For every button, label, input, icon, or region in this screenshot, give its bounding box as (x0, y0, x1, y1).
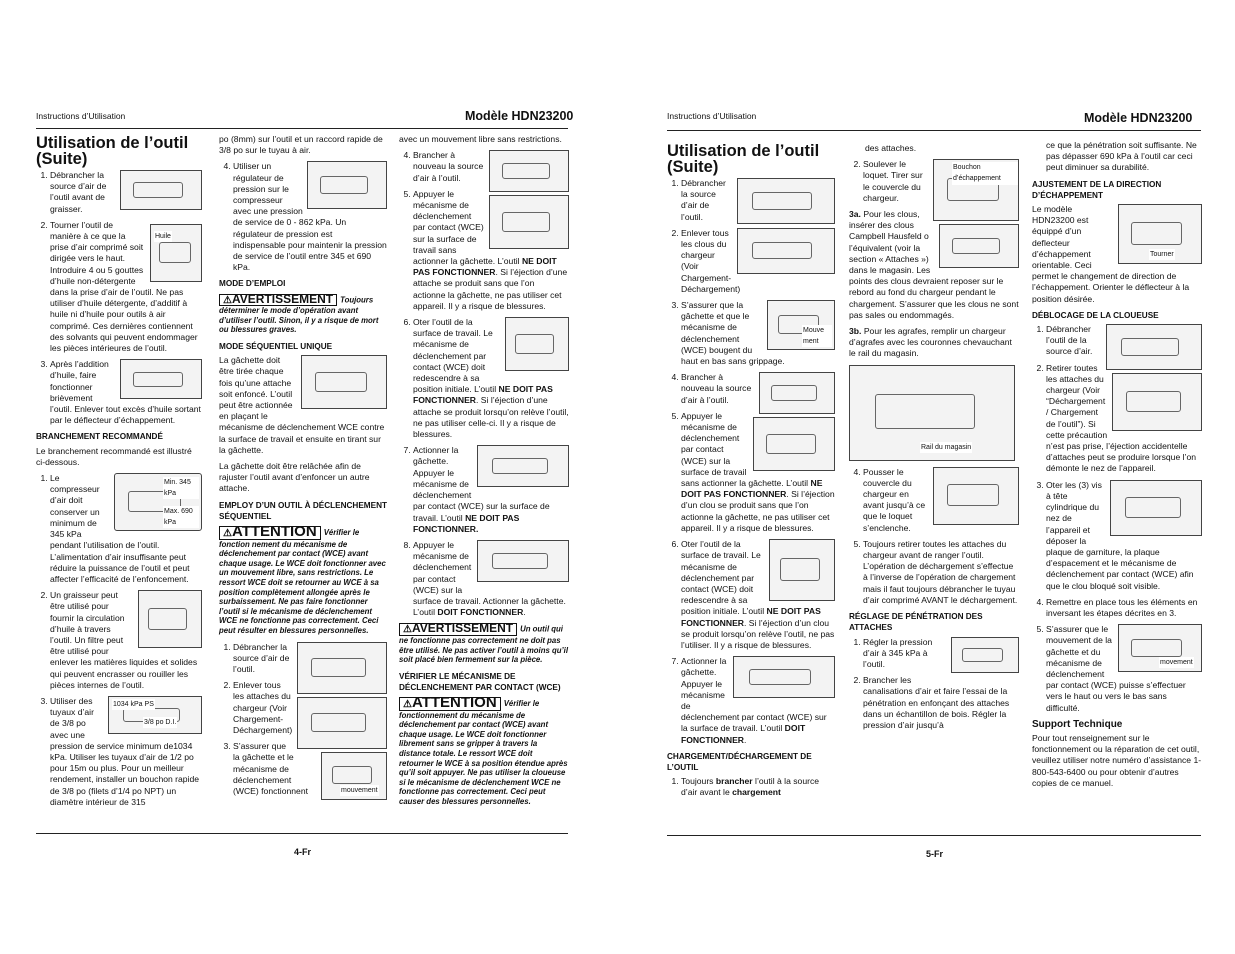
support-paragraph: Pour tout renseignement sur le fonctionnement ou la réparation de cet outil, veuillez utiliser notre numéro d’assistance 1-800-543-6400 ou pour obtenir d’autres copies de ce manuel. (1032, 732, 1202, 788)
step-text: Débrancher la source d’air de l’outil avant de graisser. (50, 170, 107, 214)
hose-illustration (108, 696, 202, 734)
step-text: . Si l’éjection d’un clou se produit lorsqu’on relève l’outil, ne pas l’utiliser. Il y a risque de blessures. (681, 617, 835, 650)
list-item (413, 540, 569, 618)
model-title: Modèle HDN23200 (1084, 111, 1193, 125)
step-text: Toujours retirer toutes les attaches du chargeur avant de ranger l’outil. L’opération de déchargement s’effectue à l’inverse de l’opération de chargement mais il faut toujours débrancher le tuyau d’air comprimé AVANT le déchargement. (863, 538, 1018, 605)
warning-badge (219, 291, 337, 307)
caution-text: Vérifier le fonction nement du mécanisme de déclenchement par contact (WCE) avant chaque usage. Le WCE doit fonctionner avec un mouvement libre, sans restrictions. Le ressort WCE doit se retourner au WCE à sa position complètement allongée après le surbaissement. Ne pas faire fonctionner l’outil si le mécanisme de déclenchement WCE ne fonctionne pas correctement. Ceci peut résulter en blessures personnelles. (219, 527, 386, 635)
list-item (50, 590, 202, 691)
list-item (1046, 624, 1202, 714)
warning-triangle-icon: ⚠ (223, 528, 232, 540)
caution-text: Vérifier le fonctionnement du mécanisme de déclenchement par contact (WCE) avant chaque usage. Le WCE doit fonctionner librement sans se gripper à travers la distance totale. Le ressort WCE doit retourner le WCE à sa position étendue après qu’il soit appuyer. Ne pas utiliser la cloueuse si le mécanisme de déclenchement WCE ne fonctionne pas correctement. Ceci peut causer des blessures personnelles. (399, 698, 568, 807)
step-text: Débrancher l’outil de la source d’air. (1046, 324, 1093, 357)
step-text: S’assurer que la gâchette et le mécanisme de déclenchement (WCE) fonctionnent (233, 741, 308, 797)
step-text: Actionner la gâchette. Appuyer le mécanisme de déclenchement par contact (WCE) sur la surface de travail. L’outil (413, 445, 550, 523)
page-number: 4-Fr (294, 847, 312, 857)
list-item (681, 300, 835, 367)
figure-label: Rail du magasin (920, 442, 972, 453)
section-title (36, 135, 188, 167)
list-item (1046, 363, 1202, 475)
right-column-3 (1032, 140, 1202, 794)
caution-badge (399, 694, 501, 712)
list-item (413, 317, 569, 440)
support-heading: Support Technique (1032, 718, 1123, 730)
figure-label: 3. Mouve ment (802, 325, 832, 347)
list-item (681, 228, 835, 295)
step-text: Actionner la gâchette. Appuyer le mécanisme de déclenchement par contact (WCE) sur la surface de travail. L’outil (681, 656, 827, 734)
nail-loading-illustration (939, 224, 1019, 268)
paragraph: Le branchement recommandé est illustré ci-dessous. (36, 445, 192, 467)
figure-label: 1. Min. 345 kPa (163, 477, 199, 499)
tool-illustration (759, 372, 835, 414)
tool-pair-illustration (477, 445, 569, 487)
wce-illustration (767, 300, 835, 350)
subheading: RÉGLAGE DE PÉNÉTRATION DES ATTACHES (849, 612, 983, 633)
title-line-2: (Suite) (667, 158, 719, 176)
list-item (50, 220, 202, 354)
right-column-1 (667, 178, 835, 804)
tool-lift-illustration (769, 539, 835, 601)
paragraph: avec un mouvement libre sans restrictions. (399, 134, 562, 144)
list-item: 3a. Pour les clous, insérer des clous Campbell Hausfeld o l’équivalent (voir la section « Attaches ») dans le magasin. Les points des clous devraient reposer sur le rebord au fond du chargeur pendant le chargement. S’assurer que les clous ne sont pas sales ou endommagés. (849, 209, 1019, 320)
step-emphasis: brancher (715, 776, 753, 787)
step-text: S’assurer que le mouvement de la gâchette et du mécanisme de déclenchement par contact (WCE) puisse s’effectuer vers le haut ou vers le bas sans difficulté. (1046, 624, 1186, 713)
step-emphasis: NE DOIT PAS FONCTIONNER (681, 606, 821, 628)
figure-label: 5. movement (1159, 657, 1194, 668)
regulator-tool-illustration (307, 161, 387, 209)
tool-pair-illustration (477, 540, 569, 582)
model-title: Modèle HDN23200 (465, 109, 574, 123)
warning-badge-label: AVERTISSEMENT (231, 291, 334, 306)
step-text: Le compresseur d’air doit conserver un minimum de 345 kPa pendant l’utilisation de l’outil. L’alimentation d’air insuffisante peut réduire la puissance de l’outil et peut affecter l’efficacité de l’enfoncement. (50, 473, 190, 584)
list-item (681, 539, 835, 651)
tool-on-wood-illustration (489, 195, 569, 249)
step-text: Appuyer le mécanisme de déclenchement par contact (WCE) sur la surface de travail. Actionner la gâchette. L’outil (413, 539, 566, 618)
step-text: Un graisseur peut être utilisé pour fournir la circulation d’huile à travers l’outil. Un filtre peut être utilisé pour enlever les matières liquides et solides qui peuvent encrasser ou rouiller les pièces internes de l’outil. (50, 590, 198, 690)
tool-illustration (489, 150, 569, 192)
list-item (681, 372, 835, 406)
list-item (50, 359, 202, 426)
regulator-illustration (138, 590, 202, 648)
step-emphasis: NE DOIT PAS FONCTIONNER (413, 384, 553, 406)
header-rule (667, 130, 1201, 131)
warning-text: Un outil qui ne fonctionne pas correctement ne doit pas être utilisé. Ne pas activer l’outil à moins qu’il soit placé bien fermement sur la pièce. (399, 624, 568, 665)
subheading: MODE SÉQUENTIEL UNIQUE (219, 342, 333, 352)
paragraph: po (8mm) sur l’outil et un raccord rapide de 3/8 po sur le tuyau à air. (219, 134, 383, 156)
step-emphasis: DOIT FONCTIONNER (437, 607, 524, 618)
step-text: Oter l’outil de la surface de travail. Le mécanisme de déclenchement par contact (WCE) doit redescendre à sa position initiale. L’outil (413, 317, 497, 395)
paragraph: ce que la pénétration soit suffisante. Ne pas dépasser 690 kPa à l’outil car ceci peut diminuer sa durabilité. (1046, 140, 1197, 173)
step-text: Brancher à nouveau la source d’air à l’outil. (681, 372, 752, 405)
step-text: Brancher à nouveau la source d’air à l’outil. (413, 150, 484, 183)
subheading: EMPLOY D’UN OUTIL À DÉCLENCHEMENT SÉQUENTIEL (219, 500, 388, 521)
subheading: AJUSTEMENT DE LA DIRECTION D’ÉCHAPPEMENT (1032, 179, 1162, 200)
list-item (413, 150, 569, 184)
warning-triangle-icon: ⚠ (403, 624, 412, 636)
title-line-1: Utilisation de l’outil (36, 134, 189, 152)
step-text: Pour les clous, insérer des clous Campbell Hausfeld o l’équivalent (voir la section « Attaches ») dans le magasin. Les points des clous devraient reposer sur le rebord au fond du chargeur pendant le chargement. S’assurer que les clous ne sont pas sales ou endommagés. (849, 209, 1019, 320)
step-text: . Si l’éjection d’une attache se produit lorsqu’on relève l’outil, ne pas utiliser celle-ci. Il y a risque de blessures. (413, 395, 569, 440)
step-text: . (523, 607, 526, 618)
tool-on-wood-illustration (301, 355, 387, 409)
page-right (617, 0, 1235, 954)
caution-block (219, 523, 387, 636)
section-title (667, 143, 819, 175)
figure-label: Max. 690 kPa (163, 506, 199, 528)
tool-on-wood-illustration (753, 417, 835, 471)
step-emphasis: chargement (732, 787, 781, 798)
tool-unload-illustration (297, 697, 387, 749)
wce-illustration (321, 752, 387, 800)
list-item (233, 741, 387, 797)
title-line-1: Utilisation de l’outil (667, 142, 820, 160)
step-text: Utiliser un régulateur de pression sur le compresseur avec une pression de service de 0 - 862 kPa. Un régulateur de pression est indispensable pour maintenir la pression de service de l’outil entre 345 et 690 kPa. (233, 161, 387, 273)
list-item (50, 473, 202, 585)
step-emphasis: DOIT FONCTIONNER (681, 723, 806, 745)
tool-unload-illustration (1112, 373, 1202, 431)
subheading: VÉRIFIER LE MÉCANISME DE DÉCLENCHEMENT PAR CONTACT (WCE) (399, 671, 561, 692)
tool-illustration (1106, 324, 1202, 370)
warning-block (399, 623, 569, 664)
caution-block (399, 694, 569, 807)
step-text: Utiliser des tuyaux d’air de 3/8 po avec une pression de service minimum de1034 kPa. Utiliser les tuyaux d’air de 1/2 po pour 15m ou plus. Pour un meilleur rendement, installer un bouchon rapide de 3/8 po (filets d’1/4 po NPT) un diamètre intérieur de 315 (50, 695, 200, 807)
list-item (1046, 597, 1202, 619)
paragraph: Le modèle HDN23200 est équippé d’un deflecteur d’échappement orientable. Ceci permet le changement de direction de l’échappement. Orienter le déflecteur à la position désirée. (1032, 204, 1190, 304)
step-text: Oter l’outil de la surface de travail. Le mécanisme de déclenchement par contact (WCE) doit redescendre à sa position initiale. L’outil (681, 539, 765, 617)
footer-rule (36, 833, 568, 834)
tool-unload-illustration (737, 228, 835, 274)
left-column-1 (36, 170, 202, 813)
list-item (50, 696, 202, 808)
step-text: Appuyer le mécanisme de déclenchement par contact (WCE) sur la surface de travail sans actionner la gâchette. L’outil (681, 410, 809, 489)
step-text: Enlever tous les attaches du chargeur (Voir Chargement-Déchargement) (233, 680, 293, 736)
step-text: Après l’addition d’huile, faire fonctionner brièvement l’outil. Enlever tout excès d’huile sortant par le déflecteur d’échappement. (50, 359, 201, 426)
step-text: Oter les (3) vis à tête cylindrique du nez de l’appareil et déposer la plaque de garniture, la plaque d’espacement et le mécanisme de déclenchement par contact (WCE) afin que le clou bloqué soit visible. (1046, 479, 1194, 591)
paragraph: des attaches. (865, 143, 917, 153)
step-text: Pousser le couvercle du chargeur en avant jusqu’à ce que le loquet s’enclenche. (863, 466, 926, 533)
list-item: 3b. Pour les agrafes, remplir un chargeur d’agrafes avec les couronnes chevauchant le rail du magasin. (849, 326, 1012, 359)
caution-badge-label: ATTENTION (231, 523, 317, 541)
step-text: S’assurer que la gâchette et que le mécanisme de déclenchement (WCE) bougent du haut en bas sans grippage. (681, 300, 785, 367)
subheading: DÉBLOCAGE DE LA CLOUEUSE (1032, 310, 1159, 320)
step-text: Régler la pression d’air à 345 kPa à l’outil. (863, 636, 933, 669)
page-number: 5-Fr (926, 849, 944, 859)
step-text: Tourner l’outil de manière à ce que la prise d’air comprimé soit dirigée vers le haut. Introduire 4 ou 5 gouttes d’huile non-détergente dans la prise d’air de l’outil. Ne pas utiliser d’huile détergente, d’additif à huile ni d’huile pour outils à air comprimé. Ces dernières contiennent des solvants qui peuvent endommager les pièces intérieures de l’outil. (50, 219, 198, 354)
step-text: Débrancher la source d’air de l’outil. (681, 178, 726, 222)
list-item (413, 189, 569, 312)
header-rule (36, 128, 568, 129)
list-item (681, 656, 835, 746)
magazine-rail-illustration (849, 365, 1015, 461)
list-item (863, 675, 1019, 731)
left-column-2 (219, 134, 387, 803)
list-item (1046, 324, 1202, 358)
list-item (681, 411, 835, 534)
warning-triangle-icon: ⚠ (223, 294, 232, 306)
figure-label: 3/8 po D.I. (143, 717, 177, 728)
tool-pair-illustration (733, 656, 835, 698)
subheading: MODE D’EMPLOI (219, 279, 286, 289)
figure-label: 3. mouvement (340, 785, 379, 796)
step-text: Enlever tous les clous du chargeur (Voir Chargement-Déchargement) (681, 227, 741, 294)
step-text: . Si l’éjection d’une attache se produit sans que l’on actionne la gâchette, ne pas utiliser cet appareil. Il y a risque de blessures. (413, 267, 568, 311)
list-item (863, 467, 1019, 534)
title-line-2: (Suite) (36, 150, 88, 168)
warning-block (219, 291, 387, 335)
step-text: Débrancher la source d’air de l’outil. (233, 641, 290, 674)
exhaust-illustration (933, 159, 1019, 221)
header-label: Instructions d’Utilisation (36, 111, 126, 121)
step-text: Appuyer le mécanisme de déclenchement par contact (WCE) sur la surface de travail sans actionner la gâchette. L’outil (413, 188, 520, 267)
warning-badge (399, 623, 517, 636)
tool-lift-illustration (505, 317, 569, 371)
tool-illustration (737, 178, 835, 224)
step-text: Toujours (681, 776, 714, 787)
tool-illustration (120, 170, 202, 210)
subheading: BRANCHEMENT RECOMMANDÉ (36, 432, 163, 442)
pressure-gauge-illustration (114, 473, 202, 531)
tool-illustration (297, 642, 387, 694)
step-text: Remettre en place tous les éléments en inversant les étapes décrites en 3. (1046, 596, 1198, 618)
list-item (50, 170, 202, 215)
figure-label: 2. Huile (154, 231, 172, 242)
caution-badge-label: ATTENTION (411, 694, 497, 712)
list-item (1046, 480, 1202, 592)
left-column-3 (399, 134, 569, 813)
header-label: Instructions d’Utilisation (667, 111, 757, 121)
exhaust-deflector-illustration (1118, 204, 1202, 264)
list-item (413, 445, 569, 535)
step-text: Soulever le loquet. Tirer sur le couvercle du chargeur. (863, 159, 923, 203)
step-emphasis: NE DOIT PAS FONCTIONNER (681, 478, 823, 500)
wce-illustration (1118, 624, 1202, 672)
list-item (863, 159, 1019, 204)
figure-label: Tourner (1149, 249, 1175, 260)
figure-label: 2. Bouchon d’échappement (952, 162, 1018, 184)
step-text: Pour les agrafes, remplir un chargeur d’agrafes avec les couronnes chevauchant le rail du magasin. (849, 326, 1012, 359)
step-text: . (744, 734, 747, 745)
right-column-2 (849, 143, 1019, 736)
oil-inlet-illustration (150, 224, 202, 282)
nose-disassembly-illustration (1110, 480, 1202, 536)
tool-illustration (120, 359, 202, 399)
list-item (681, 776, 835, 798)
list-item (863, 539, 1019, 606)
subheading: CHARGEMENT/DÉCHARGEMENT DE L’OUTIL (667, 751, 812, 772)
caution-badge (219, 523, 321, 541)
footer-rule (667, 835, 1201, 836)
step-text: . Si l’éjection d’un clou se produit sans que l’on actionne la gâchette, ne pas utiliser cet appareil. Il y a risque de blessures. (681, 489, 835, 533)
list-item (233, 642, 387, 676)
step-text: l’outil à la source d’air avant le (681, 776, 820, 798)
step-text: Retirer toutes les attaches du chargeur (Voir “Déchargement / Chargement de l’outil”). Si cette précaution n’est pas prise, l’éjection accidentelle d’attaches peut se produire lorsque l’on démonte le nez de l’appareil. (1046, 362, 1197, 474)
list-item (681, 178, 835, 223)
depth-illustration (951, 637, 1019, 673)
list-item (233, 161, 387, 273)
paragraph: La gâchette doit être tirée chaque fois qu’une attache soit enfoncé. L’outil peut être actionnée en plaçant le mécanisme de déclenchement WCE contre la surface de travail et ensuite en tirant sur la gâchette. (219, 355, 385, 455)
step-emphasis: NE DOIT PAS FONCTIONNER (413, 256, 557, 278)
figure-label: 3. 1034 kPa PS (112, 699, 155, 710)
step-emphasis: NE DOIT PAS FONCTIONNER. (413, 512, 520, 534)
step-text: Brancher les canalisations d’air et faire l’essai de la pénétration en enfonçant des attaches dans un échantillon de bois. Régler la pression d’air jusqu’à (863, 675, 1010, 730)
list-item (863, 637, 1019, 671)
latch-illustration (933, 467, 1019, 525)
warning-triangle-icon: ⚠ (403, 699, 412, 711)
paragraph: La gâchette doit être relâchée afin de rajuster l’outil avant d’enfoncer un autre attache. (219, 461, 370, 494)
warning-badge-label: AVERTISSEMENT (411, 621, 514, 636)
warning-text: Toujours déterminer le mode d’opération avant d’utiliser l’outil. Sinon, il y a risque de mort ou blessures graves. (219, 295, 379, 335)
page-left (0, 0, 617, 954)
